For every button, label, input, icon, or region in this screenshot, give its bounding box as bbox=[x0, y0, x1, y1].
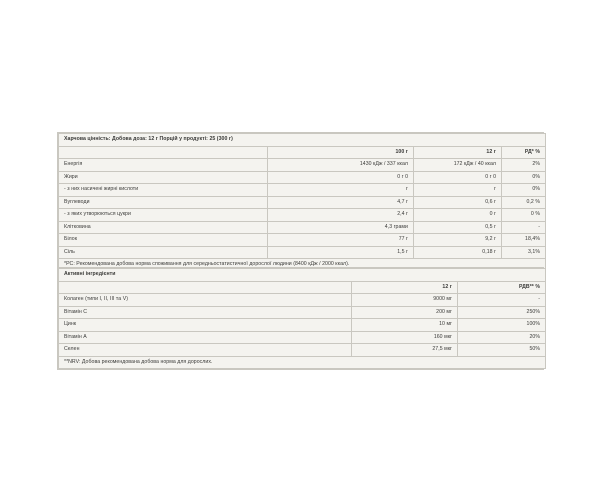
table-row bbox=[59, 306, 546, 319]
ingredients-table-title: Активні інгредієнти bbox=[59, 269, 546, 282]
ingredient-name: Вітамін А bbox=[59, 331, 352, 344]
table-row bbox=[59, 159, 546, 172]
nutrient-rd-percent: 0,2 % bbox=[502, 196, 546, 209]
nutrient-name: - з них насичені жирні кислоти bbox=[59, 184, 268, 197]
nutrient-per-serving: 0,5 г bbox=[414, 221, 502, 234]
table-row bbox=[59, 209, 546, 222]
table-row bbox=[59, 196, 546, 209]
ingredient-nrv-percent: - bbox=[458, 294, 546, 307]
ingredient-per-serving: 10 мг bbox=[352, 319, 458, 332]
ingredient-nrv-percent: 50% bbox=[458, 344, 546, 357]
nutrient-per-serving: г bbox=[414, 184, 502, 197]
active-ingredients-table bbox=[57, 267, 544, 370]
ingredient-per-serving: 200 мг bbox=[352, 306, 458, 319]
nutrient-per-100g: 77 г bbox=[268, 234, 414, 247]
table-row bbox=[59, 184, 546, 197]
ingredient-per-serving: 9000 мг bbox=[352, 294, 458, 307]
table-row bbox=[59, 319, 546, 332]
nutrient-per-serving: 172 кДж / 40 ккал bbox=[414, 159, 502, 172]
nutrition-col-rd-header: РД* % bbox=[502, 146, 546, 159]
table-row bbox=[59, 294, 546, 307]
nutrient-rd-percent: 2% bbox=[502, 159, 546, 172]
ingredients-footnote-row bbox=[59, 356, 546, 369]
nutrient-per-serving: 0,6 г bbox=[414, 196, 502, 209]
nutrient-rd-percent: 0 % bbox=[502, 209, 546, 222]
table-row bbox=[59, 246, 546, 259]
ingredient-per-serving: 27,5 мкг bbox=[352, 344, 458, 357]
nutrient-per-serving: 9,2 г bbox=[414, 234, 502, 247]
nutrient-rd-percent: 0% bbox=[502, 171, 546, 184]
ingredient-nrv-percent: 20% bbox=[458, 331, 546, 344]
nutrient-name: Сіль bbox=[59, 246, 268, 259]
table-row bbox=[59, 171, 546, 184]
nutrient-name: - з яких утворюються цукри bbox=[59, 209, 268, 222]
nutrient-name: Жири bbox=[59, 171, 268, 184]
nutrient-rd-percent: - bbox=[502, 221, 546, 234]
nutrient-per-100g: 4,7 г bbox=[268, 196, 414, 209]
ingredients-table-grid bbox=[58, 268, 546, 369]
nutrition-table-grid bbox=[58, 133, 546, 272]
table-row bbox=[59, 331, 546, 344]
nutrition-table-title: Харчова цінність: Добова доза: 12 г Порцій у продукті: 25 (300 г) bbox=[59, 134, 546, 147]
ingredients-header-row bbox=[59, 281, 546, 294]
ingredients-col-nrv-header: РДВ** % bbox=[458, 281, 546, 294]
ingredients-col-serving-header: 12 г bbox=[352, 281, 458, 294]
table-row bbox=[59, 234, 546, 247]
nutrition-facts-table bbox=[57, 132, 544, 273]
nutrition-header-row bbox=[59, 146, 546, 159]
nutrient-per-serving: 0 г 0 bbox=[414, 171, 502, 184]
ingredient-name: Вітамін С bbox=[59, 306, 352, 319]
ingredient-name: Колаген (типи I, II, III та V) bbox=[59, 294, 352, 307]
table-row bbox=[59, 221, 546, 234]
nutrient-per-100g: г bbox=[268, 184, 414, 197]
nutrient-per-serving: 0 г bbox=[414, 209, 502, 222]
ingredient-nrv-percent: 250% bbox=[458, 306, 546, 319]
nutrition-title-row bbox=[59, 134, 546, 147]
ingredient-name: Селен bbox=[59, 344, 352, 357]
nutrition-col-100g-header: 100 г bbox=[268, 146, 414, 159]
table-row bbox=[59, 344, 546, 357]
ingredient-nrv-percent: 100% bbox=[458, 319, 546, 332]
ingredients-footnote: **NRV: Добова рекомендована добова норма для дорослих. bbox=[59, 356, 546, 369]
nutrient-per-100g: 0 г 0 bbox=[268, 171, 414, 184]
nutrient-rd-percent: 3,1% bbox=[502, 246, 546, 259]
nutrition-col-serving-header: 12 г bbox=[414, 146, 502, 159]
nutrient-name: Білок bbox=[59, 234, 268, 247]
nutrient-name: Вуглеводи bbox=[59, 196, 268, 209]
nutrient-rd-percent: 0% bbox=[502, 184, 546, 197]
nutrient-per-100g: 1,5 г bbox=[268, 246, 414, 259]
nutrient-per-serving: 0,18 г bbox=[414, 246, 502, 259]
nutrient-name: Енергія bbox=[59, 159, 268, 172]
nutrient-per-100g: 2,4 г bbox=[268, 209, 414, 222]
ingredients-col-name-header bbox=[59, 281, 352, 294]
nutrient-rd-percent: 18,4% bbox=[502, 234, 546, 247]
ingredient-per-serving: 160 мкг bbox=[352, 331, 458, 344]
nutrient-per-100g: 4,3 грами bbox=[268, 221, 414, 234]
ingredient-name: Цинк bbox=[59, 319, 352, 332]
nutrition-col-name-header bbox=[59, 146, 268, 159]
nutrient-name: Клітковина bbox=[59, 221, 268, 234]
nutrient-per-100g: 1430 кДж / 337 ккал bbox=[268, 159, 414, 172]
nutrition-footnote: *РС: Рекомендована добова норма споживання для середньостатистичної дорослої людини (8400 кДж / 2000 ккал). bbox=[59, 259, 546, 272]
ingredients-title-row bbox=[59, 269, 546, 282]
